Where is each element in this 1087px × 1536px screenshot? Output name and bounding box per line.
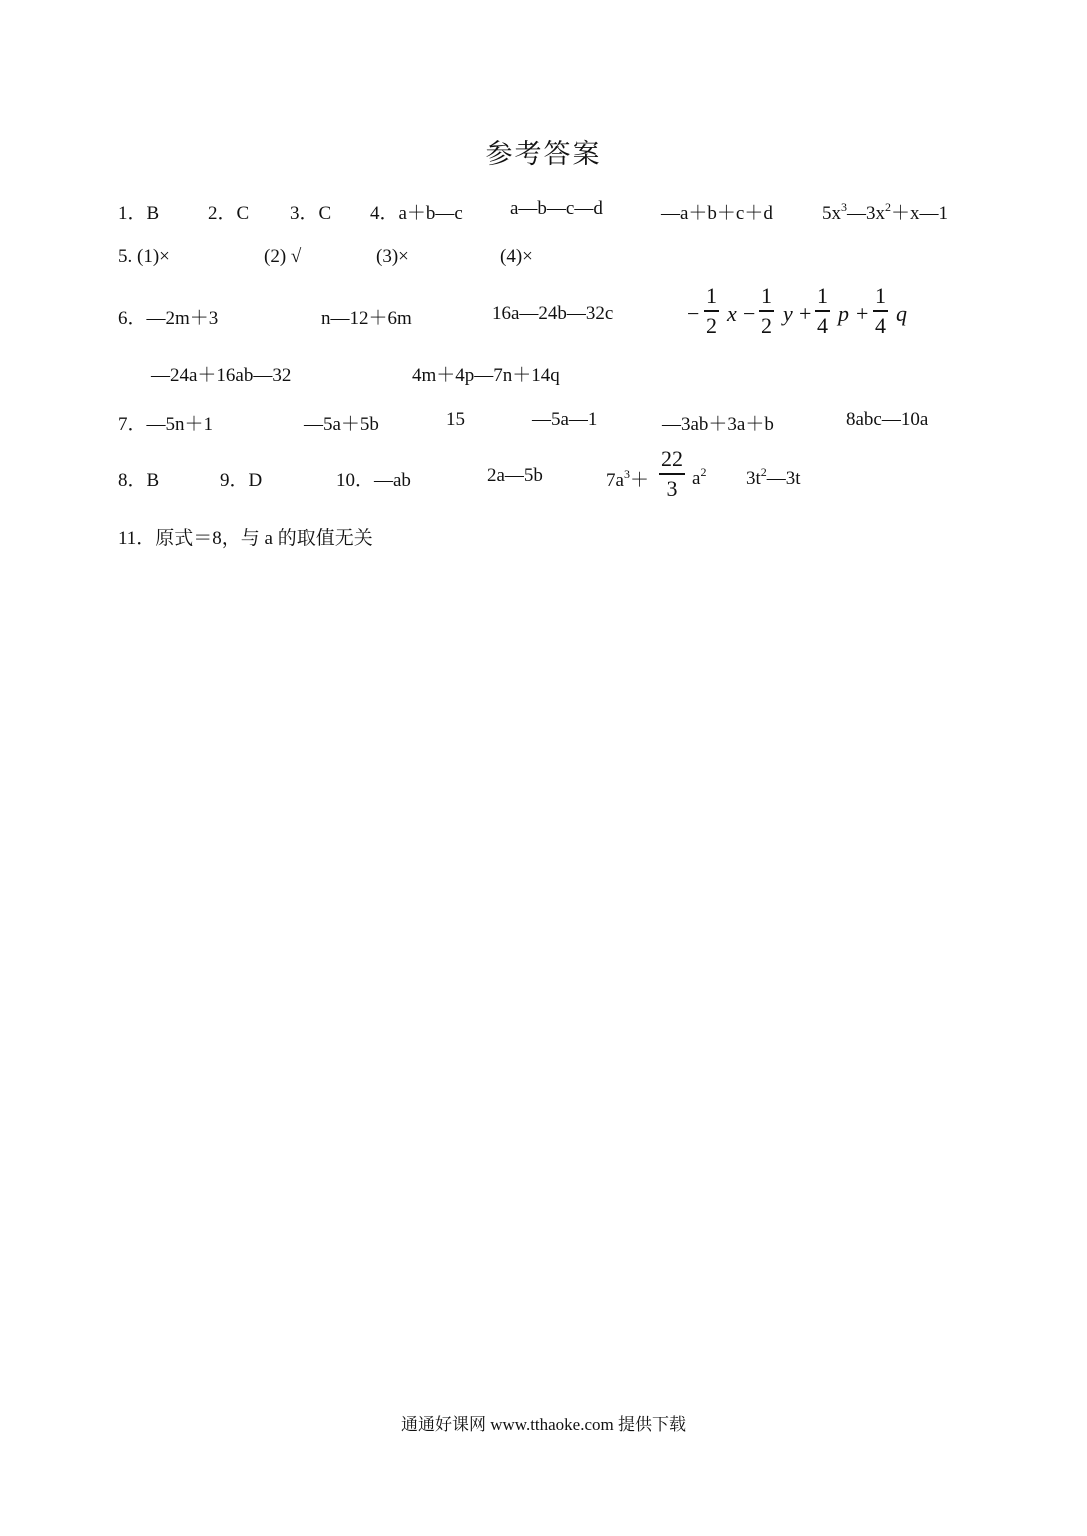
fraction: 1 4: [875, 283, 886, 338]
answer-6c: 16a—24b—32c: [492, 303, 614, 324]
answer-7e: —3ab＋3a＋b: [662, 414, 774, 435]
fraction: 1 2: [761, 283, 772, 338]
answer-5-3: (3)×: [376, 246, 409, 267]
answer-10c-lead: $7a^3+$: [606, 467, 649, 491]
answer-6f: 4m＋4p—7n＋14q: [412, 365, 560, 386]
variable: y: [783, 301, 793, 326]
answer-7b: —5a＋5b: [304, 414, 379, 435]
answer-2: 2．C: [208, 203, 250, 224]
answer-10c-tail: $a^2$: [692, 465, 707, 489]
page-title: 参考答案: [485, 139, 602, 169]
answer-7c: 15: [446, 409, 465, 430]
answer-10d: $3t^2—3t$: [746, 465, 801, 489]
answer-10a: 10．—ab: [336, 470, 411, 491]
fraction: 1 4: [817, 283, 828, 338]
fraction: 1 2: [706, 283, 717, 338]
answer-5-4: (4)×: [500, 246, 533, 267]
answer-6e: —24a＋16ab—32: [151, 365, 292, 386]
answer-5-1: 5. (1)×: [118, 246, 170, 267]
operator: −: [743, 301, 756, 326]
variable: x: [727, 301, 737, 326]
answer-6b: n—12＋6m: [321, 308, 412, 329]
answer-7d: —5a—1: [532, 409, 598, 430]
answer-4b: a—b—c—d: [510, 198, 603, 219]
answer-4d: $5x^3—3x^2+x—1$: [822, 200, 949, 224]
answer-10b: 2a—5b: [487, 465, 543, 486]
answer-3: 3．C: [290, 203, 332, 224]
answer-5-2: (2) √: [264, 246, 302, 267]
fraction: 22 3: [661, 446, 683, 501]
operator: +: [856, 301, 869, 326]
answer-8: 8．B: [118, 470, 160, 491]
answer-4c: —a＋b＋c＋d: [661, 203, 773, 224]
answer-11: 11．原式＝8，与 a 的取值无关: [118, 528, 373, 549]
answer-1: 1．B: [118, 203, 160, 224]
variable: q: [896, 301, 907, 326]
answer-9: 9．D: [220, 470, 263, 491]
answer-4a: 4．a＋b—c: [370, 203, 463, 224]
answer-7a: 7．—5n＋1: [118, 414, 214, 435]
answer-6a: 6．—2m＋3: [118, 308, 219, 329]
operator: +: [799, 301, 812, 326]
answer-7f: 8abc—10a: [846, 409, 929, 430]
variable: p: [838, 301, 849, 326]
minus-sign: −: [687, 301, 700, 326]
footer-credit: 通通好课网 www.tthaoke.com 提供下载: [400, 1415, 687, 1434]
